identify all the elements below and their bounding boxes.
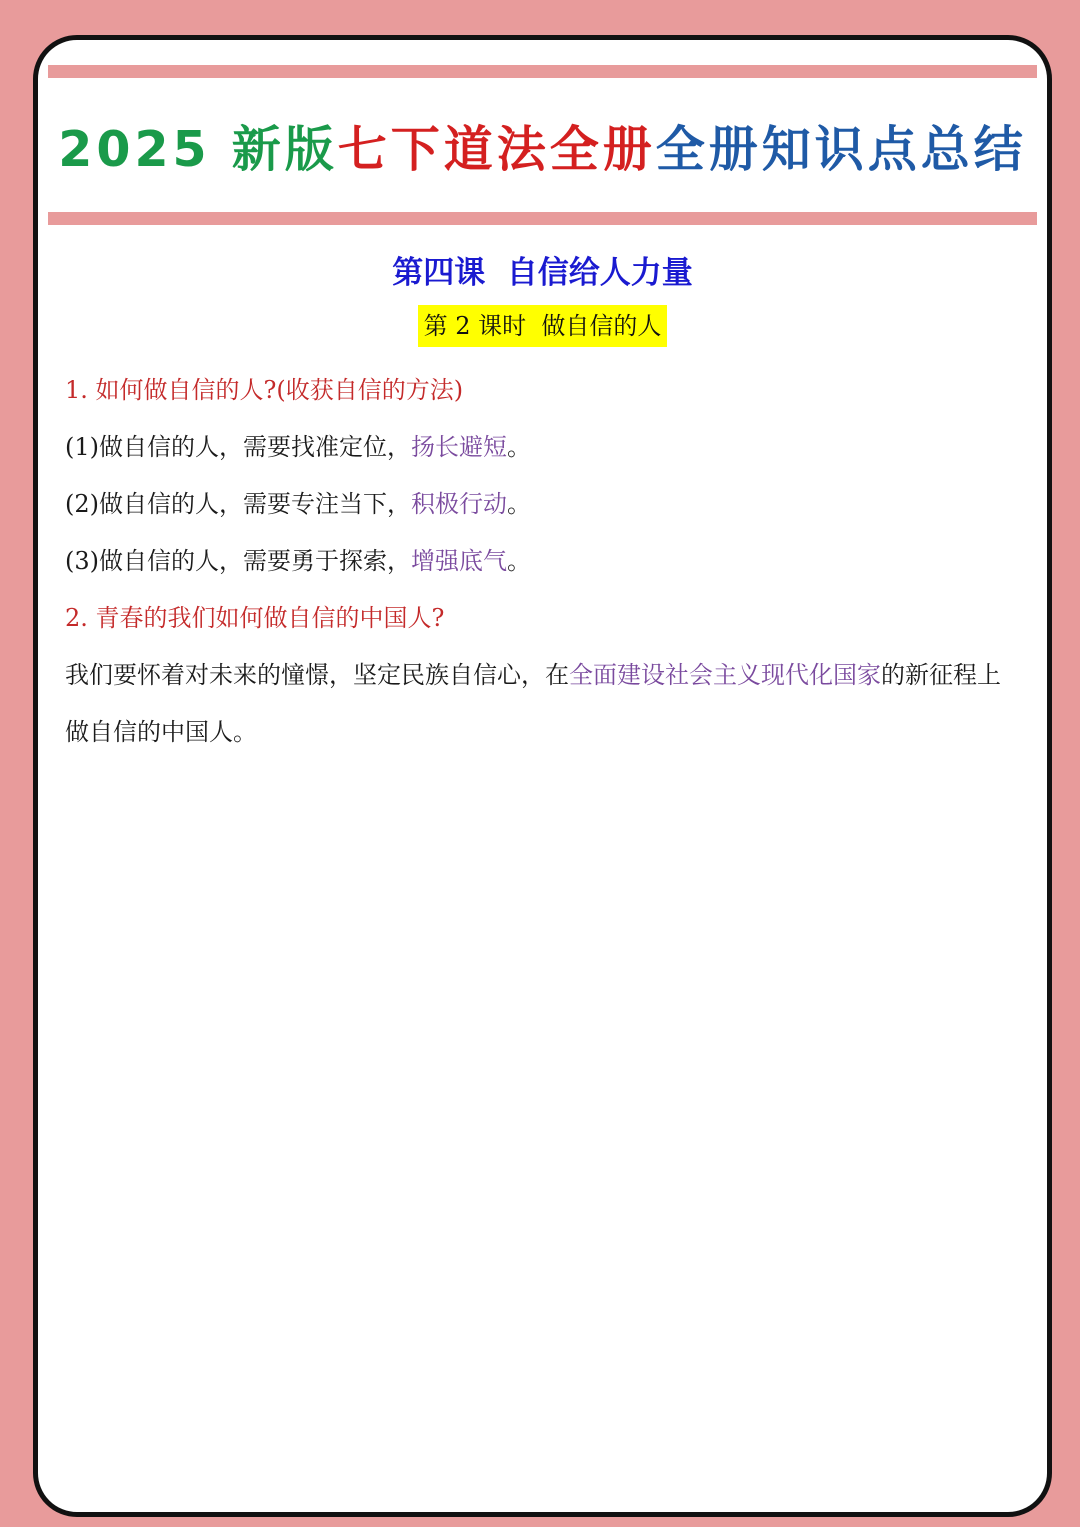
answer-item-highlight: 扬长避短 [411,433,507,461]
answer-text-after: 的新征程上做自信的中国人。 [65,661,1001,746]
answer-item-end: 。 [507,547,531,575]
answer-item-text: (2)做自信的人，需要专注当下， [65,490,411,518]
header-stripe-top [48,65,1037,78]
title-part-subject: 七下道法全册 [337,121,656,178]
answer-item-3 [65,533,1022,590]
answer-text-highlight: 全面建设社会主义现代化国家 [569,661,881,689]
lesson-title: 第四课 自信给人力量 [392,255,693,291]
question-1: 1. 如何做自信的人?(收获自信的方法) [65,376,464,404]
header-stripe-bottom [48,212,1037,225]
answer-item-2 [65,476,1022,533]
answer-item-highlight: 积极行动 [411,490,507,518]
title-part-summary: 全册知识点总结 [655,121,1027,178]
answer-item-text: (1)做自信的人，需要找准定位， [65,433,411,461]
content-body [65,362,1022,761]
title-part-new-edition: 新版 [231,121,338,178]
answer-item-end: 。 [507,433,531,461]
subtitle-highlight: 第 2 课时 做自信的人 [418,305,668,347]
answer-item-1 [65,419,1022,476]
page-title [38,115,1047,185]
answer-text-before: 我们要怀着对未来的憧憬，坚定民族自信心，在 [65,661,569,689]
answer-item-end: 。 [507,490,531,518]
answer-item-text: (3)做自信的人，需要勇于探索， [65,547,411,575]
subtitle-wrapper [38,305,1047,347]
answer-item-highlight: 增强底气 [411,547,507,575]
answer-paragraph [65,647,1022,761]
question-2: 2. 青春的我们如何做自信的中国人? [65,604,445,632]
title-year: 2025 [58,121,211,178]
document-card [33,35,1052,1517]
